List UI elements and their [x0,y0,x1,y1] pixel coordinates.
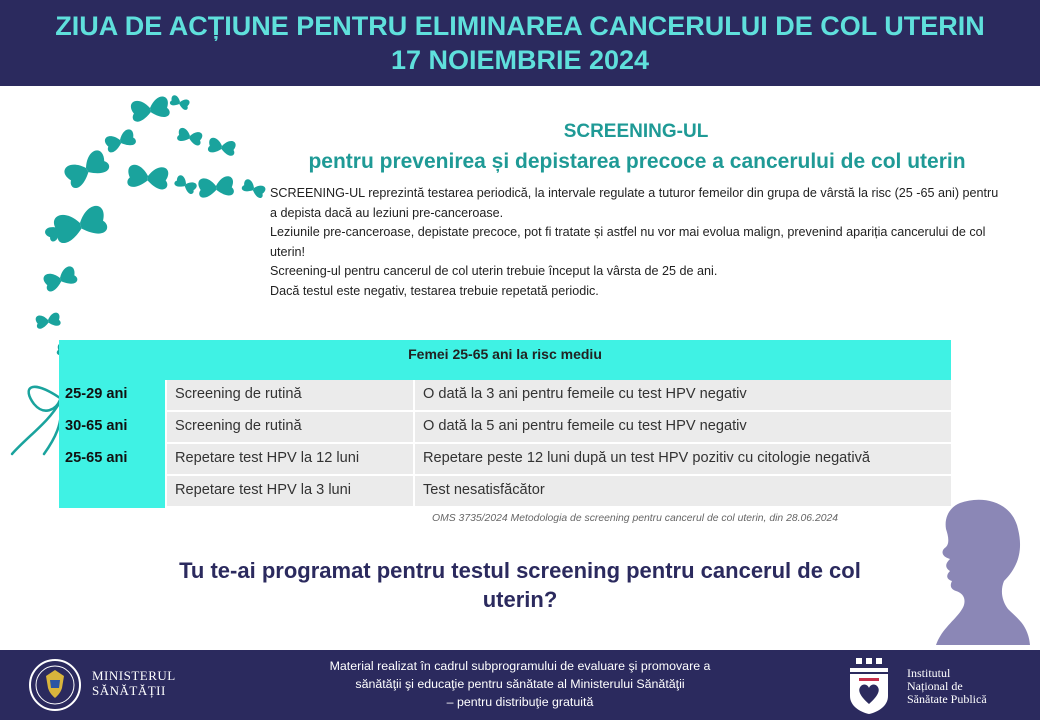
footer-message-line: – pentru distribuţie gratuită [446,695,594,709]
desc-cell: O dată la 5 ani pentru femeile cu test HPV negativ [413,412,951,444]
age-cell: 25-29 ani [59,380,165,412]
footer [0,650,1040,720]
type-cell: Screening de rutină [165,412,413,444]
header-title: ZIUA DE ACȚIUNE PENTRU ELIMINAREA CANCERULUI DE COL UTERIN [55,11,985,41]
ministry-line: MINISTERUL [92,668,176,683]
desc-cell: Test nesatisfăcător [413,476,951,508]
desc-cell: Repetare peste 12 luni după un test HPV pozitiv cu citologie negativă [413,444,951,476]
header-banner [0,0,1040,86]
ministry-seal-icon [28,658,82,712]
table-header: Femei 25-65 ani la risc mediu [59,340,951,380]
insp-line: Sănătate Publică [907,692,987,706]
age-cell [59,476,165,508]
table-row [59,380,951,412]
age-cell: 25-65 ani [59,444,165,476]
insp-logo-icon [846,656,892,714]
intro-paragraph: Dacă testul este negativ, testarea trebuie repetată periodic. [270,283,599,298]
table-row [59,444,951,476]
insp-line: Institutul [907,666,951,680]
footer-message [270,657,770,711]
ministry-line: SĂNĂTĂȚII [92,683,166,698]
desc-cell: O dată la 3 ani pentru femeile cu test HPV negativ [413,380,951,412]
intro-paragraph: SCREENING-UL reprezintă testarea periodică, la intervale regulate a tuturor femeilor din grupa de vârstă la risc (25 -65 ani) pentru a depista dacă au leziuni pre-canceroase. [270,186,999,220]
ministry-name [92,668,176,698]
insp-name [907,667,987,706]
table-row [59,412,951,444]
type-cell: Screening de rutină [165,380,413,412]
intro-paragraph: Leziunile pre-canceroase, depistate precoce, pot fi tratate și astfel nu vor mai evolua malign, prevenind apariția cancerului de col uterin! [270,225,986,259]
age-cell: 30-65 ani [59,412,165,444]
table-source: OMS 3735/2024 Metodologia de screening pentru cancerul de col uterin, din 28.06.2024 [432,513,839,524]
insp-line: Național de [907,679,963,693]
screening-subtitle: pentru prevenirea și depistarea precoce a cancerului de col uterin [308,150,966,173]
type-cell: Repetare test HPV la 12 luni [165,444,413,476]
question-line: Tu te-ai programat pentru testul screening pentru cancerul de col [179,558,861,583]
screening-table [59,340,951,508]
header-date: 17 NOIEMBRIE 2024 [390,45,650,75]
call-to-action [140,556,900,614]
table-row [59,476,951,508]
woman-silhouette-icon [920,495,1030,645]
footer-message-line: Material realizat în cadrul subprogramului de evaluare şi promovare a [329,659,711,673]
screening-intro [270,184,1000,302]
footer-message-line: sănătăţii şi educaţie pentru sănătate al Ministerului Sănătăţii [355,677,685,691]
question-line: uterin? [482,587,558,612]
intro-paragraph: Screening-ul pentru cancerul de col uterin trebuie început la vârsta de 25 de ani. [270,264,718,279]
screening-title: SCREENING-UL [563,121,709,142]
type-cell: Repetare test HPV la 3 luni [165,476,413,508]
